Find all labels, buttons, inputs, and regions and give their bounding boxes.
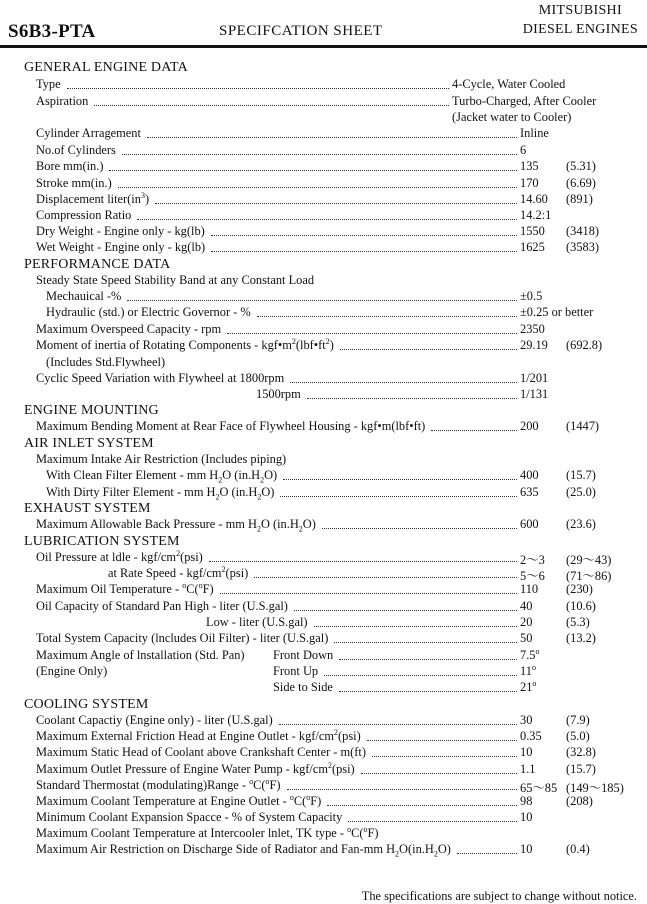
spec-label: With Clean Filter Element - mm $H_2O$ $(in.H_2O)$ [46,468,278,485]
spec-label: Maximum Coolant Temperature at Engine Outlet - $^o$C($^o$F) [36,792,322,808]
spec-value-imperial: (32.8) [566,745,596,759]
spec-value: 400 [520,468,539,482]
leader-dots [227,333,517,334]
leader-dots [307,398,517,399]
spec-value-imperial: (692.8) [566,338,603,352]
spec-label: Maximum Overspeed Capacity - rpm [36,322,222,336]
header-rule [0,45,647,48]
spec-label: Aspiration [36,94,89,108]
spec-value-imperial: (10.6) [566,599,596,613]
spec-value: (Jacket water to Cooler) [452,110,572,124]
spec-label: Hydraulic (std.) or Electric Governor - % [46,305,251,319]
leader-dots [147,137,517,138]
leader-dots [314,626,517,627]
spec-value: Turbo-Charged, After Cooler [452,94,597,108]
spec-label: Displacement $liter(in^3)$ [36,190,150,206]
spec-value: 1625 [520,240,545,254]
spec-value: 98 [520,794,533,808]
leader-dots [94,105,449,106]
spec-sub-label: Side to Side [273,680,333,694]
section-heading: LUBRICATION SYSTEM [24,534,180,549]
spec-label: Compression Ratio [36,208,132,222]
spec-label: Steady State Speed Stability Band at any Constant Load [36,273,315,287]
spec-value: ±0.5 [520,289,543,303]
spec-value-imperial: (6.69) [566,176,596,190]
spec-label: Dry Weight - Engine only - kg(lb) [36,224,205,238]
spec-label: Maximum Allowable Back Pressure - mm $H_2O$ $(in.H_2O)$ [36,517,316,534]
leader-dots [348,821,517,822]
spec-value-imperial: (230) [566,582,593,596]
leader-dots [287,789,517,790]
spec-value-imperial: (891) [566,192,593,206]
spec-value: ±0.25 or better [520,305,594,319]
spec-label: (Engine Only) [36,664,108,678]
model-code: S6B3-PTA [8,21,96,42]
leader-dots [361,773,517,774]
manufacturer-division: DIESEL ENGINES [522,22,638,37]
spec-value: 5～6 [520,569,545,583]
spec-label: Oil Capacity of Standard Pan High - liter (U.S.gal) [36,599,288,613]
spec-value-imperial: (149～185) [566,781,624,795]
spec-value: 30 [520,713,533,727]
spec-label: Mechauical -% [46,289,122,303]
leader-dots [122,154,517,155]
leader-dots [457,853,517,854]
spec-value: 10 [520,842,533,856]
spec-value: 600 [520,517,539,531]
spec-label: 1500rpm [256,387,301,401]
spec-label: Stroke mm(in.) [36,176,112,190]
leader-dots [279,724,517,725]
spec-value-imperial: (5.3) [566,615,590,629]
leader-dots [367,740,517,741]
leader-dots [431,430,517,431]
spec-value-imperial: (29～43) [566,553,612,567]
spec-label: Maximum Angle of lnstallation (Std. Pan) [36,648,245,662]
spec-value-imperial: (23.6) [566,517,596,531]
spec-label: Cylinder Arragement [36,126,141,140]
spec-value-imperial: (15.7) [566,762,596,776]
leader-dots [220,593,517,594]
leader-dots [339,691,517,692]
spec-label: Type [36,77,61,91]
leader-dots [334,642,517,643]
spec-label: Standard Thermostat (modulating)Range - $^o$C($^o$F) [36,776,281,792]
spec-label: at Rate Speed - kgf/$cm^2(psi)$ [108,564,249,580]
spec-value: 1/201 [520,371,549,385]
leader-dots [290,382,517,383]
footer-note: The specifications are subject to change without notice. [361,889,637,903]
spec-label: Total System Capacity (lncludes Oil Filter) - liter (U.S.gal) [36,631,329,645]
leader-dots [137,219,517,220]
spec-value: 40 [520,599,533,613]
spec-sub-label: Front Down [273,648,334,662]
spec-value-imperial: (1447) [566,419,600,433]
spec-label: Coolant Capactiy (Engine only) - liter (U.S.gal) [36,713,273,727]
spec-value-imperial: (7.9) [566,713,590,727]
leader-dots [280,496,517,497]
spec-value: 7.5$^o$ [520,646,540,662]
section-heading: GENERAL ENGINE DATA [24,60,188,75]
section-heading: ENGINE MOUNTING [24,403,159,418]
spec-sub-label: Front Up [273,664,319,678]
spec-label: Maximum Oil Temperature - $^o$C($^o$F) [36,580,214,596]
manufacturer-name: MITSUBISHI [538,3,622,18]
spec-value: Inline [520,126,549,140]
spec-value-imperial: (71～86) [566,569,612,583]
leader-dots [324,675,517,676]
section-heading: EXHAUST SYSTEM [24,501,151,516]
spec-label: Maximum Bending Moment at Rear Face of Flywheel Housing - kgf•m(lbf•ft) [36,419,426,433]
spec-label: Maximum Air Restriction on Discharge Side of Radiator and Fan-mm $H_2O(in.H_2O)$ [36,842,451,859]
spec-value: 10 [520,745,533,759]
spec-value: 635 [520,485,539,499]
sheet-title: SPECIFCATION SHEET [219,23,383,39]
leader-dots [211,235,517,236]
spec-value: 1550 [520,224,545,238]
spec-label: (Includes Std.Flywheel) [46,355,166,369]
spec-value: 29.19 [520,338,548,352]
spec-value: 200 [520,419,539,433]
leader-dots [127,300,517,301]
spec-value: 14.60 [520,192,548,206]
spec-value: 170 [520,176,539,190]
spec-label: Maximum External Friction Head at Engine Outlet - kgf/$cm^2(psi)$ [36,727,361,743]
spec-value: 50 [520,631,533,645]
spec-label: Moment of inertia of Rotating Components - $kgf•m^2(lbf•ft^2)$ [36,336,334,352]
spec-value: 4-Cycle, Water Cooled [452,77,566,91]
spec-label: Maximum Outlet Pressure of Engine Water Pump - kgf/$cm^2(psi)$ [36,760,355,776]
spec-value: 2350 [520,322,545,336]
leader-dots [211,251,517,252]
spec-label: No.of Cylinders [36,143,116,157]
leader-dots [327,805,517,806]
leader-dots [340,349,517,350]
leader-dots [294,610,517,611]
spec-value-imperial: (25.0) [566,485,596,499]
spec-value: 20 [520,615,533,629]
leader-dots [209,561,517,562]
spec-value-imperial: (208) [566,794,593,808]
spec-value-imperial: (5.31) [566,159,596,173]
spec-value-imperial: (5.0) [566,729,590,743]
leader-dots [322,528,517,529]
section-heading: PERFORMANCE DATA [24,257,171,272]
spec-label: Low - liter (U.S.gal) [206,615,308,629]
spec-value: 1/131 [520,387,549,401]
spec-value: 6 [520,143,527,157]
spec-value: 10 [520,810,533,824]
spec-value: 65～85 [520,781,558,795]
spec-label: Bore mm(in.) [36,159,104,173]
leader-dots [339,659,517,660]
spec-value: 2～3 [520,553,545,567]
leader-dots [67,88,449,89]
spec-value: 135 [520,159,539,173]
spec-value: 110 [520,582,539,596]
spec-label: Maximum Coolant Temperature at Intercooler lnlet, TK type - $^o$C($^o$F) [36,824,379,840]
leader-dots [118,187,517,188]
leader-dots [372,756,517,757]
spec-value-imperial: (13.2) [566,631,596,645]
spec-value-imperial: (3418) [566,224,600,238]
spec-value-imperial: (15.7) [566,468,596,482]
spec-label: Maximum Intake Air Restriction (Includes piping) [36,452,287,466]
leader-dots [109,170,517,171]
section-heading: COOLING SYSTEM [24,697,149,712]
spec-value-imperial: (3583) [566,240,600,254]
spec-value: 21$^o$ [520,678,537,694]
spec-label: Minimum Coolant Expansion Spacce - % of System Capacity [36,810,343,824]
leader-dots [283,479,517,480]
spec-value: 0.35 [520,729,542,743]
spec-value-imperial: (0.4) [566,842,590,856]
leader-dots [155,203,517,204]
spec-label: Maximum Static Head of Coolant above Crankshaft Center - m(ft) [36,745,366,759]
spec-value: 1.1 [520,762,536,776]
spec-label: Wet Weight - Engine only - kg(lb) [36,240,206,254]
spec-value: 14.2:1 [520,208,552,222]
leader-dots [254,577,517,578]
section-heading: AIR INLET SYSTEM [24,436,154,451]
spec-label: Oil Pressure at ldle - kgf/$cm^2(psi)$ [36,548,203,564]
leader-dots [257,316,517,317]
spec-label: With Dirty Filter Element - mm $H_2O$ $(in.H_2O)$ [46,485,275,502]
spec-value: 11$^o$ [520,662,536,678]
spec-label: Cyclic Speed Variation with Flywheel at 1800rpm [36,371,285,385]
manufacturer-block [523,1,638,39]
